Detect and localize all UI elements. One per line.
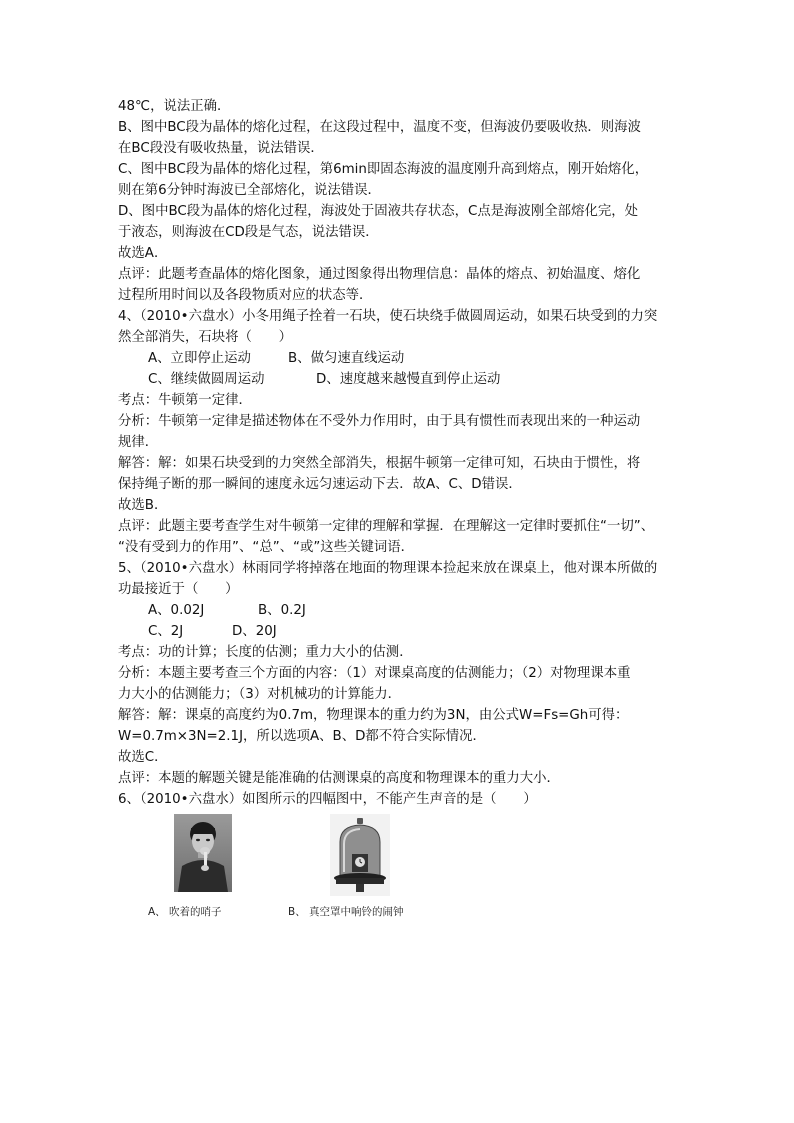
text-line: 规律． bbox=[118, 435, 159, 450]
text-line: 考点：牛顿第一定律． bbox=[118, 393, 252, 408]
text-line: 解答：解：课桌的高度约为0.7m，物理课本的重力约为3N，由公式W=Fs=Gh可得： bbox=[118, 708, 629, 723]
q4-option-a: A、立即停止运动 bbox=[148, 351, 251, 366]
figure-b-caption: B、 真空罩中响铃的闹钟 bbox=[288, 906, 404, 918]
text-line: 在BC段没有吸收热量，说法错误． bbox=[118, 141, 324, 156]
text-line: 48℃，说法正确． bbox=[118, 99, 231, 114]
q4-option-d: D、速度越来越慢直到停止运动 bbox=[316, 372, 501, 387]
text-line: 点评：本题的解题关键是能准确的估测课桌的高度和物理课本的重力大小． bbox=[118, 771, 560, 786]
whistle-photo bbox=[174, 814, 232, 892]
q5-option-c: C、2J bbox=[148, 624, 184, 639]
q5-option-a: A、0.02J bbox=[148, 603, 205, 618]
text-line: 故选A． bbox=[118, 246, 168, 261]
text-line: W=0.7m×3N=2.1J，所以选项A、B、D都不符合实际情况． bbox=[118, 729, 486, 744]
question-6-figures bbox=[118, 812, 688, 922]
question-5-stem: 5、（2010•六盘水）林雨同学将掉落在地面的物理课本捡起来放在课桌上，他对课本所做的 bbox=[118, 561, 658, 576]
question-4-stem: 4、（2010•六盘水）小冬用绳子拴着一石块，使石块绕手做圆周运动，如果石块受到的力突 bbox=[118, 309, 658, 324]
text-line: 点评：此题考查晶体的熔化图象，通过图象得出物理信息：晶体的熔点、初始温度、熔化 bbox=[118, 267, 641, 282]
text-line: B、图中BC段为晶体的熔化过程，在这段过程中，温度不变，但海波仍要吸收热．则海波 bbox=[118, 120, 641, 135]
text-line: 分析：牛顿第一定律是描述物体在不受外力作用时，由于具有惯性而表现出来的一种运动 bbox=[118, 414, 641, 429]
text-line: 过程所用时间以及各段物质对应的状态等． bbox=[118, 288, 373, 303]
text-line: 故选C． bbox=[118, 750, 168, 765]
bell-jar-clock-photo bbox=[330, 814, 390, 896]
q4-option-c: C、继续做圆周运动 bbox=[148, 372, 265, 387]
q5-option-b: B、0.2J bbox=[258, 603, 306, 618]
q4-options-row-2 bbox=[118, 369, 688, 390]
text-line: 力大小的估测能力；（3）对机械功的计算能力． bbox=[118, 687, 402, 702]
text-line: 点评：此题主要考查学生对牛顿第一定律的理解和掌握．在理解这一定律时要抓住“一切”、 bbox=[118, 519, 655, 534]
text-line: 则在第6分钟时海波已全部熔化，说法错误． bbox=[118, 183, 381, 198]
q5-option-d: D、20J bbox=[232, 624, 277, 639]
text-line: 解答：解：如果石块受到的力突然全部消失，根据牛顿第一定律可知，石块由于惯性，将 bbox=[118, 456, 641, 471]
q4-options-row-1 bbox=[118, 348, 688, 369]
document-body bbox=[118, 96, 688, 810]
question-5-stem-cont: 功最接近于（ ） bbox=[118, 582, 239, 597]
text-line: 考点：功的计算；长度的估测；重力大小的估测． bbox=[118, 645, 413, 660]
question-6-stem: 6、（2010•六盘水）如图所示的四幅图中，不能产生声音的是（ ） bbox=[118, 792, 537, 807]
figure-a-caption: A、 吹着的哨子 bbox=[148, 906, 222, 918]
q5-options-row-2 bbox=[118, 621, 688, 642]
question-4-stem-cont: 然全部消失，石块将（ ） bbox=[118, 330, 293, 345]
text-line: C、图中BC段为晶体的熔化过程，第6min即固态海波的温度刚升高到熔点，刚开始熔化， bbox=[118, 162, 649, 177]
text-line: 于液态，则海波在CD段是气态，说法错误． bbox=[118, 225, 379, 240]
text-line: D、图中BC段为晶体的熔化过程，海波处于固液共存状态，C点是海波刚全部熔化完，处 bbox=[118, 204, 639, 219]
text-line: 分析：本题主要考查三个方面的内容：（1）对课桌高度的估测能力；（2）对物理课本重 bbox=[118, 666, 631, 681]
q4-option-b: B、做匀速直线运动 bbox=[288, 351, 405, 366]
text-line: 保持绳子断的那一瞬间的速度永远匀速运动下去．故A、C、D错误． bbox=[118, 477, 522, 492]
q5-options-row-1 bbox=[118, 600, 688, 621]
text-line: 故选B． bbox=[118, 498, 168, 513]
text-line: “没有受到力的作用”、“总”、“或”这些关键词语． bbox=[118, 540, 415, 555]
